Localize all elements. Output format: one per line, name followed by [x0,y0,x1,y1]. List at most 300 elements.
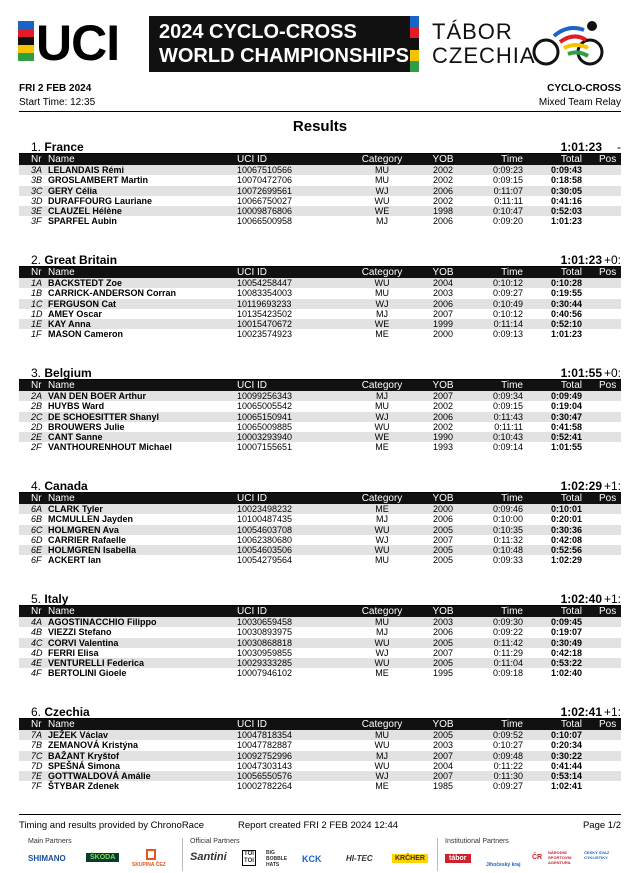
rider-name: ACKERT Ian [48,555,102,566]
meta-divider [19,111,621,112]
partner-logo-nsa: NÁRODNÍ SPORTOVNÍ AGENTURA [548,850,572,865]
rider-name: MASON Cameron [48,329,124,340]
rider-uci-id: 10062380680 [237,534,293,545]
rider-name: VAN DEN BOER Arthur [48,391,147,401]
column-header-row [19,380,621,391]
rider-number: 2D [31,421,43,432]
rider-category: MU [375,555,389,566]
rider-yob: 2002 [432,165,454,175]
rider-category: WU [374,421,390,432]
column-header-yob: YOB [432,267,454,278]
rider-yob: 2004 [432,278,454,288]
rider-category: ME [375,668,389,679]
column-header-time: Time [501,380,523,391]
table-row [19,391,621,401]
rider-lap-time: 0:09:34 [492,391,523,401]
rider-category: WJ [375,185,389,196]
column-header-nr: Nr [31,493,42,504]
rider-number: 6D [31,534,43,545]
rider-cumulative-time: 1:01:55 [550,442,582,453]
team-total-time: 1:02:41 [560,705,602,719]
team-block [19,706,621,792]
institutional-partners-label: Institutional Partners [445,838,509,845]
rider-category: WU [374,637,390,648]
column-header-uci-id: UCI ID [237,719,267,730]
team-total-time: 1:02:40 [560,592,602,606]
table-row [19,638,621,648]
rider-yob: 1993 [432,442,454,453]
column-header-time: Time [501,267,523,278]
column-header-name: Name [48,154,75,165]
rider-number: 4B [31,627,43,638]
rider-yob: 1990 [432,432,454,443]
column-header-uci-id: UCI ID [237,606,267,617]
rider-lap-time: 0:09:18 [492,668,523,679]
team-rank: 4. [31,479,42,493]
rider-name: MCMULLEN Jayden [48,514,134,525]
rider-name: KAY Anna [48,319,91,330]
rider-lap-time: 0:11:42 [493,637,523,648]
team-block [19,593,621,679]
rider-lap-time: 0:11:32 [493,534,523,545]
rider-yob: 2000 [432,329,454,340]
rider-number: 7E [31,771,43,782]
rider-cumulative-time: 0:40:56 [550,308,582,319]
rider-name: ŠTYBAR Zdenek [48,781,120,792]
column-header-yob: YOB [432,719,454,730]
column-header-total: Total [560,606,582,617]
rider-name: JEŽEK Václav [48,730,109,740]
rider-cumulative-time: 0:52:03 [550,206,582,217]
column-header-category: Category [361,493,403,504]
team-rank: 6. [31,705,42,719]
team-rank: 3. [31,366,42,380]
column-header-pos: Pos [599,606,617,617]
rider-cumulative-time: 0:41:44 [550,760,582,771]
rider-uci-id: 10030659458 [237,617,293,627]
rider-number: 1B [31,288,43,299]
column-header-uci-id: UCI ID [237,267,267,278]
rider-name: CANT Sanne [48,432,103,443]
rider-uci-id: 10029333285 [237,658,293,669]
rider-lap-time: 0:09:27 [492,288,523,299]
rider-uci-id: 10072699561 [237,185,293,196]
rider-yob: 2002 [432,195,454,206]
table-row [19,432,621,442]
rider-uci-id: 10135423502 [237,308,293,319]
rider-lap-time: 0:11:43 [493,411,523,422]
rider-category: WU [374,545,390,556]
rider-lap-time: 0:09:33 [492,555,523,566]
rider-yob: 2006 [432,185,454,196]
rider-number: 6E [31,545,43,556]
rider-category: WJ [375,534,389,545]
partner-logo-hitec: HI-TEC [346,854,373,863]
meta-right [539,82,621,110]
rider-number: 7C [31,750,43,761]
rider-cumulative-time: 0:19:04 [550,401,582,412]
rider-number: 3D [31,195,43,206]
table-row [19,196,621,206]
rider-category: MU [375,165,389,175]
cyclist-logo-icon [524,16,616,72]
rider-lap-time: 0:09:14 [492,442,523,453]
table-row [19,401,621,411]
rider-lap-time: 0:09:27 [492,781,523,792]
rider-uci-id: 10067510566 [237,165,293,175]
column-header-yob: YOB [432,380,454,391]
rider-category: ME [375,329,389,340]
rider-lap-time: 0:09:13 [492,329,523,340]
table-row [19,535,621,545]
host-city-line1: TÁBOR [432,19,513,44]
partner-logo-bigbobble: BIG BOBBLE HATS [266,850,288,868]
rider-cumulative-time: 0:30:36 [550,524,582,535]
rider-number: 2B [31,401,43,412]
uci-logo [18,15,138,71]
column-header-pos: Pos [599,380,617,391]
rider-name: BERTOLINI Gioele [48,668,127,679]
rider-uci-id: 10065005542 [237,401,293,412]
rider-uci-id: 10047782887 [237,740,293,751]
partner-logo-tabor: tábor [445,854,471,863]
partner-separator [182,838,183,871]
rider-category: MU [375,730,389,740]
rider-category: WJ [375,411,389,422]
team-total-time: 1:01:55 [560,366,602,380]
team-name: Italy [44,592,69,606]
event-banner [0,0,640,80]
team-header [19,480,621,493]
team-rank: 5. [31,592,42,606]
team-header [19,706,621,719]
rider-name: DURAFFOURG Lauriane [48,195,153,206]
column-header-total: Total [560,493,582,504]
column-header-uci-id: UCI ID [237,493,267,504]
rider-number: 4C [31,637,43,648]
rider-cumulative-time: 0:30:47 [550,411,582,422]
rider-category: MU [375,175,389,186]
rider-lap-time: 0:11:30 [493,771,523,782]
column-header-uci-id: UCI ID [237,154,267,165]
rider-uci-id: 10030868818 [237,637,293,648]
rider-uci-id: 10070472706 [237,175,293,186]
rider-uci-id: 10054258447 [237,278,293,288]
rider-yob: 2006 [432,627,454,638]
rider-yob: 2007 [432,534,454,545]
rider-uci-id: 10047818354 [237,730,293,740]
rider-lap-time: 0:10:12 [492,308,523,319]
column-header-yob: YOB [432,493,454,504]
rider-name: CARRIER Rafaelle [48,534,127,545]
rider-lap-time: 0:09:52 [492,730,523,740]
rider-cumulative-time: 0:41:58 [550,421,582,432]
team-block [19,367,621,453]
rider-category: MU [375,288,389,299]
column-header-pos: Pos [599,719,617,730]
rider-name: BROUWERS Julie [48,421,125,432]
column-header-category: Category [361,267,403,278]
team-gap: +0: [603,366,621,380]
table-row [19,781,621,791]
rider-number: 3C [31,185,43,196]
rider-uci-id: 10056550576 [237,771,293,782]
rider-category: WJ [375,647,389,658]
rider-yob: 2005 [432,555,454,566]
rider-lap-time: 0:09:15 [492,175,523,186]
rider-lap-time: 0:11:22 [493,760,523,771]
column-header-time: Time [501,606,523,617]
rider-uci-id: 10119693233 [237,298,292,309]
rider-number: 1A [31,278,43,288]
event-title-line1: 2024 CYCLO-CROSS [159,21,357,43]
rider-name: SPARFEL Aubin [48,216,117,227]
team-rank: 1. [31,140,42,154]
rider-cumulative-time: 1:02:40 [550,668,582,679]
column-header-yob: YOB [432,154,454,165]
rider-lap-time: 0:11:07 [493,185,523,196]
column-header-nr: Nr [31,267,42,278]
rider-name: LELANDAIS Rémi [48,165,125,175]
rider-category: MJ [376,391,388,401]
rider-yob: 2007 [432,391,454,401]
rider-yob: 2002 [432,175,454,186]
team-title [31,366,92,380]
rider-number: 1F [31,329,42,340]
table-row [19,278,621,288]
table-row [19,555,621,565]
rider-cumulative-time: 0:09:45 [550,617,582,627]
rider-uci-id: 10007946102 [237,668,293,679]
rider-lap-time: 0:10:12 [492,278,523,288]
rider-name: CORVI Valentina [48,637,119,648]
team-name: Canada [44,479,88,493]
table-row [19,730,621,740]
rider-uci-id: 10065009885 [237,421,293,432]
rider-uci-id: 10100487435 [237,514,293,525]
rider-yob: 2007 [432,750,454,761]
rider-name: SPEŠNÁ Simona [48,760,121,771]
table-row [19,771,621,781]
rider-cumulative-time: 1:01:23 [550,329,582,340]
rider-lap-time: 0:10:35 [492,524,523,535]
rider-lap-time: 0:09:20 [492,216,523,227]
rider-lap-time: 0:11:14 [493,319,523,330]
team-name: France [44,140,84,154]
rider-yob: 2007 [432,771,454,782]
rider-name: GERY Célia [48,185,98,196]
rider-category: WJ [375,771,389,782]
rider-lap-time: 0:10:48 [492,545,523,556]
rider-cumulative-time: 0:09:49 [550,391,582,401]
rider-category: MJ [376,514,388,525]
rider-cumulative-time: 0:19:07 [550,627,582,638]
rider-yob: 2000 [432,504,454,514]
rider-lap-time: 0:10:49 [492,298,523,309]
rider-category: ME [375,504,389,514]
rider-uci-id: 10083354003 [237,288,293,299]
team-gap: +1: [603,592,621,606]
rider-yob: 2002 [432,421,454,432]
partner-logo-karcher: KRČHER [392,854,428,863]
column-header-nr: Nr [31,154,42,165]
rider-category: WU [374,760,390,771]
team-rank: 2. [31,253,42,267]
rider-yob: 1998 [432,206,454,217]
rider-cumulative-time: 0:53:14 [550,771,582,782]
column-header-pos: Pos [599,267,617,278]
table-row [19,175,621,185]
rider-cumulative-time: 1:02:29 [550,555,582,566]
team-gap: +1: [603,479,621,493]
rider-number: 2C [31,411,43,422]
rider-cumulative-time: 0:30:22 [550,750,582,761]
partner-logo-toitoi: TOI TOI [242,850,256,866]
event-title-box [149,16,419,72]
table-row [19,514,621,524]
rider-number: 2F [31,442,42,453]
table-row [19,545,621,555]
rider-uci-id: 10030959855 [237,647,293,658]
rider-cumulative-time: 0:30:44 [550,298,582,309]
rider-uci-id: 10066500958 [237,216,293,227]
rider-uci-id: 10054603708 [237,524,293,535]
rider-uci-id: 10023574923 [237,329,293,340]
rider-uci-id: 10099256343 [237,391,293,401]
rider-category: MU [375,401,389,412]
rider-uci-id: 10065150941 [237,411,293,422]
rider-number: 7D [31,760,43,771]
column-header-nr: Nr [31,380,42,391]
rider-name: VENTURELLI Federica [48,658,145,669]
rider-category: WE [374,319,390,330]
partner-logo-shimano: SHIMANO [28,854,66,863]
rider-number: 3E [31,206,43,217]
team-header [19,367,621,380]
rider-uci-id: 10002782264 [237,781,293,792]
rider-number: 4A [31,617,43,627]
rider-lap-time: 0:11:11 [494,421,523,432]
rider-cumulative-time: 0:53:22 [550,658,582,669]
rider-name: AMEY Oscar [48,308,102,319]
cez-mark-icon [146,849,156,860]
rider-cumulative-time: 0:42:08 [550,534,582,545]
rider-lap-time: 0:10:43 [492,432,523,443]
rider-name: GOTTWALDOVÁ Amálie [48,771,151,782]
rider-number: 1D [31,308,43,319]
rider-cumulative-time: 0:18:58 [550,175,582,186]
rider-lap-time: 0:10:47 [492,206,523,217]
rider-yob: 2006 [432,411,454,422]
rider-name: VANTHOURENHOUT Michael [48,442,172,453]
column-header-category: Category [361,154,403,165]
rider-yob: 2005 [432,637,454,648]
rider-name: AGOSTINACCHIO Filippo [48,617,157,627]
start-time: Start Time: 12:35 [19,97,96,108]
table-row [19,412,621,422]
rider-number: 6B [31,514,43,525]
rider-yob: 2005 [432,524,454,535]
rider-name: HOLMGREN Isabella [48,545,137,556]
table-row [19,617,621,627]
rider-cumulative-time: 1:01:23 [550,216,582,227]
table-row [19,299,621,309]
table-row [19,309,621,319]
rider-cumulative-time: 0:42:18 [550,647,582,658]
results-title: Results [292,118,348,135]
rider-name: DE SCHOESITTER Shanyl [48,411,160,422]
rider-category: WU [374,524,390,535]
column-header-category: Category [361,606,403,617]
rider-cumulative-time: 0:41:16 [550,195,582,206]
column-header-category: Category [361,380,403,391]
rider-yob: 2005 [432,730,454,740]
rider-yob: 2006 [432,514,454,525]
team-block [19,480,621,566]
column-header-pos: Pos [599,493,617,504]
rider-uci-id: 10003293940 [237,432,293,443]
table-row [19,329,621,339]
rider-cumulative-time: 0:30:05 [550,185,582,196]
rider-name: FERRI Elisa [48,647,99,658]
rider-cumulative-time: 0:52:41 [550,432,582,443]
column-header-total: Total [560,154,582,165]
column-header-row [19,154,621,165]
column-header-name: Name [48,606,75,617]
rider-yob: 1995 [432,668,454,679]
rider-yob: 2003 [432,740,454,751]
rider-cumulative-time: 0:10:01 [550,504,582,514]
page-number: Page 1/2 [582,820,621,831]
rider-number: 3B [31,175,43,186]
column-header-row [19,493,621,504]
team-header [19,593,621,606]
meta-left [19,82,95,110]
rider-category: MJ [376,627,388,638]
rider-cumulative-time: 0:20:01 [550,514,582,525]
column-header-name: Name [48,719,75,730]
rider-name: HUYBS Ward [48,401,105,412]
partner-logo-kck: KCK [302,854,322,864]
column-header-nr: Nr [31,606,42,617]
column-header-time: Time [501,493,523,504]
rider-cumulative-time: 0:52:10 [550,319,582,330]
team-total-time: 1:01:23 [560,253,602,267]
team-total-time: 1:02:29 [560,479,602,493]
rider-yob: 1985 [432,781,454,792]
table-row [19,206,621,216]
rider-number: 1C [31,298,43,309]
column-header-row [19,719,621,730]
rider-number: 7A [31,730,43,740]
team-title [31,479,88,493]
column-header-name: Name [48,380,75,391]
rider-name: CARRICK-ANDERSON Corran [48,288,177,299]
table-row [19,216,621,226]
column-header-category: Category [361,719,403,730]
column-header-total: Total [560,380,582,391]
table-row [19,761,621,771]
rider-uci-id: 10066750027 [237,195,293,206]
team-title [31,140,84,154]
team-total-time: 1:01:23 [560,140,602,154]
uci-rainbow-stripes [18,21,34,61]
rider-number: 2A [31,391,43,401]
rider-yob: 2007 [432,308,454,319]
rider-yob: 2007 [432,647,454,658]
rider-category: ME [375,781,389,792]
rider-lap-time: 0:10:27 [492,740,523,751]
